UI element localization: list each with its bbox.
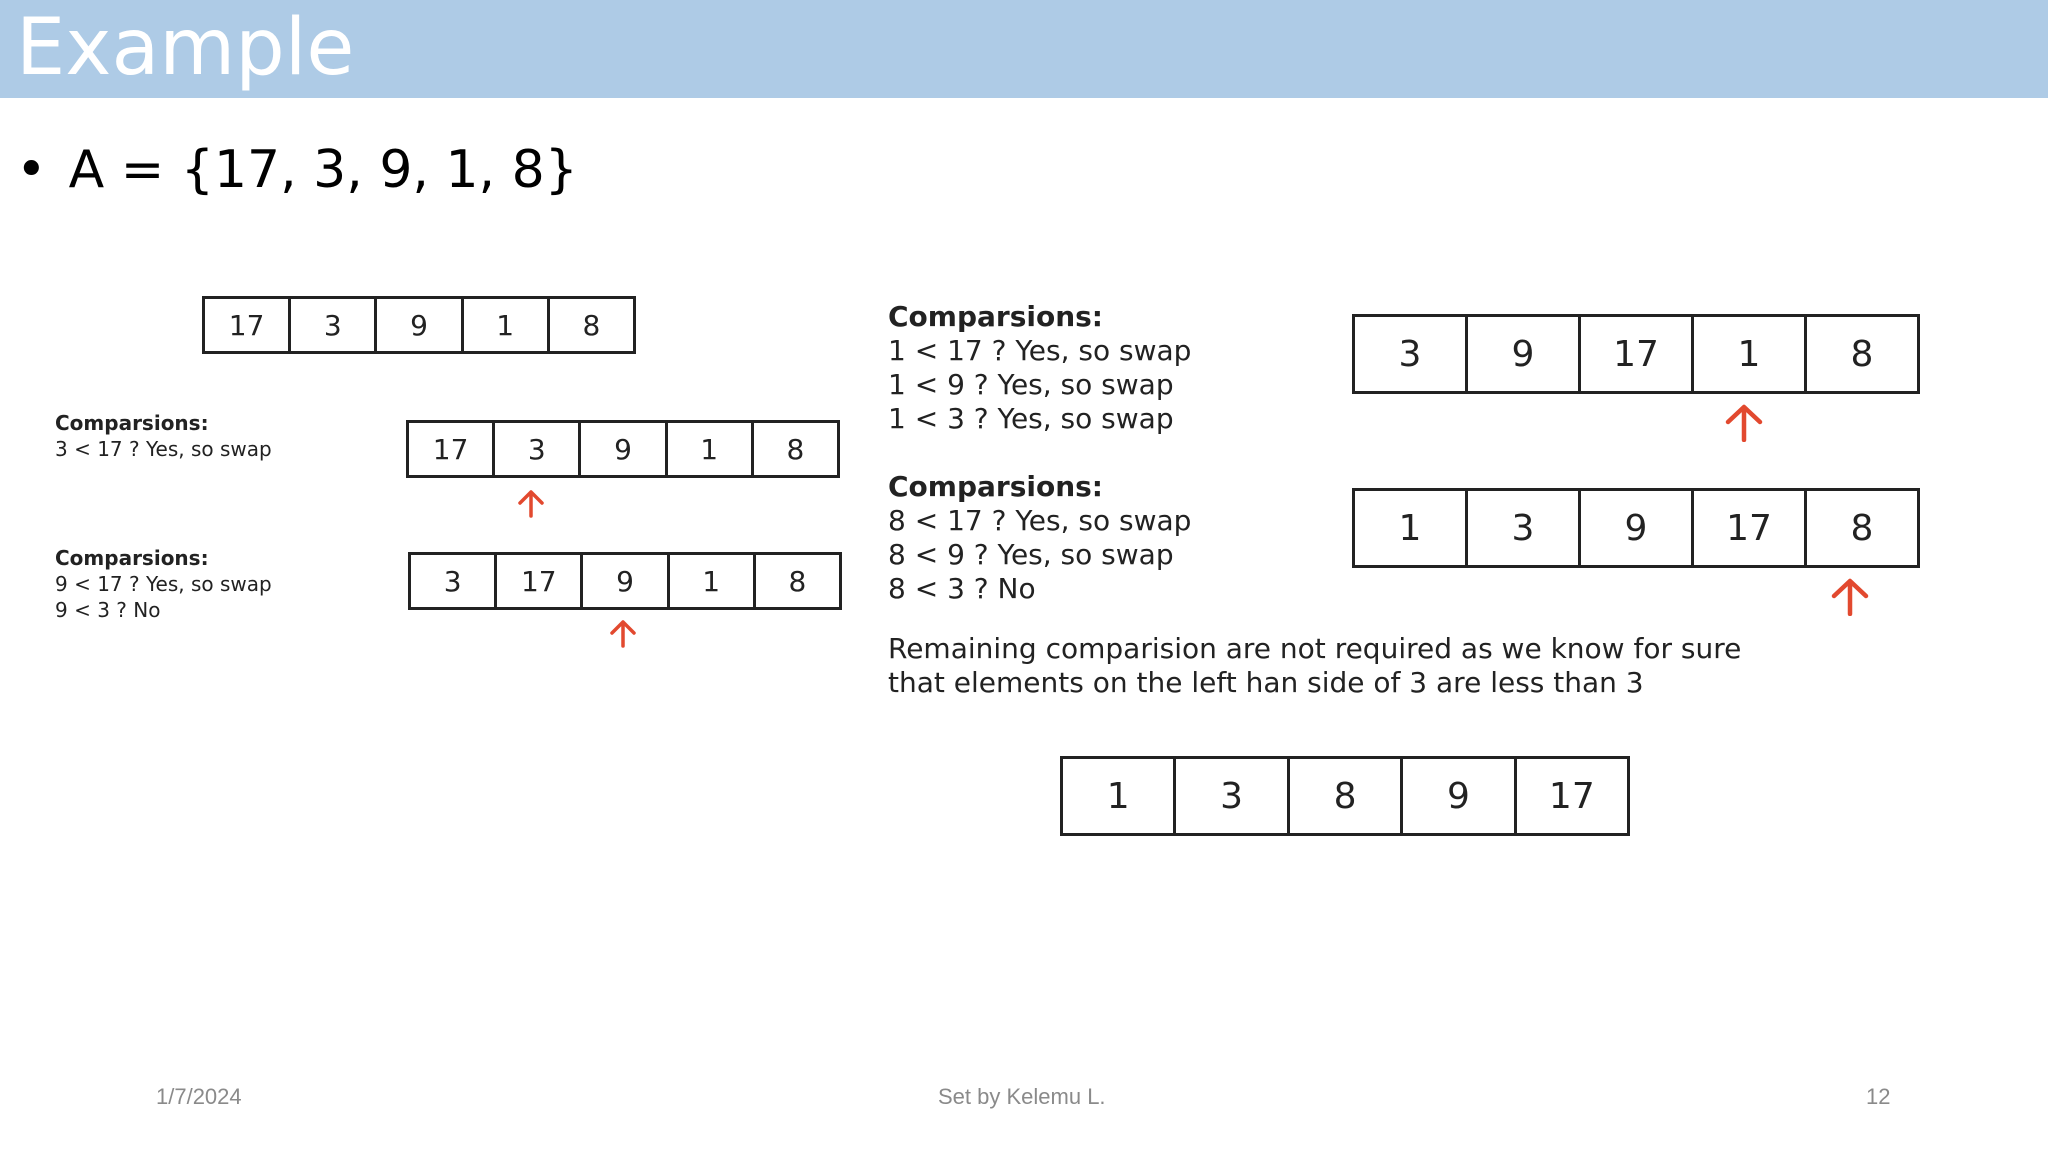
array-cell: 17	[494, 555, 580, 607]
array-cell: 17	[1691, 491, 1804, 565]
array-step3	[1352, 314, 1920, 394]
array-cell: 1	[1691, 317, 1804, 391]
comparison-line: 9 < 3 ? No	[55, 598, 161, 622]
comparisons-step2	[55, 545, 272, 623]
comparisons-heading: Comparsions:	[888, 470, 1104, 503]
comparisons-step4	[888, 470, 1191, 606]
bullet-item	[16, 138, 578, 202]
array-cell: 8	[1804, 491, 1917, 565]
array-cell: 3	[443, 564, 462, 598]
array-cell: 17	[1514, 759, 1627, 833]
footer-date: 1/7/2024	[156, 1084, 242, 1109]
comparisons-heading: Comparsions:	[55, 546, 209, 570]
comparison-line: 1 < 3 ? Yes, so swap	[888, 402, 1174, 435]
array-step4	[1352, 488, 1920, 568]
array-cell: 8	[753, 555, 839, 607]
array-cell: 9	[1465, 317, 1578, 391]
array-cell: 9	[578, 423, 664, 475]
array-cell: 1	[461, 299, 547, 351]
comparison-line: 9 < 17 ? Yes, so swap	[55, 572, 272, 596]
array-cell: 9	[1578, 491, 1691, 565]
slide-title: Example	[16, 3, 355, 93]
array-final	[1060, 756, 1630, 836]
array-cell: 17	[432, 432, 469, 466]
up-arrow-icon	[608, 618, 638, 648]
array-step1	[406, 420, 840, 478]
comparison-line: 8 < 17 ? Yes, so swap	[888, 504, 1192, 537]
array-cell: 17	[228, 308, 265, 342]
comparison-line: 8 < 3 ? No	[888, 572, 1036, 605]
array-initial	[202, 296, 636, 354]
array-cell: 8	[751, 423, 837, 475]
explanation-note	[888, 632, 1908, 700]
comparisons-heading: Comparsions:	[888, 300, 1104, 333]
bullet-dot: •	[16, 140, 47, 200]
array-cell: 8	[547, 299, 633, 351]
array-cell: 1	[667, 555, 753, 607]
note-line: Remaining comparision are not required as we know for sure	[888, 632, 1742, 665]
comparison-line: 1 < 17 ? Yes, so swap	[888, 334, 1192, 367]
array-cell: 8	[1804, 317, 1917, 391]
array-cell: 3	[288, 299, 374, 351]
array-cell: 3	[492, 423, 578, 475]
comparisons-step3	[888, 300, 1191, 436]
array-step2	[408, 552, 842, 610]
array-cell: 3	[1398, 333, 1422, 375]
array-cell: 3	[1173, 759, 1286, 833]
array-cell: 8	[1287, 759, 1400, 833]
array-cell: 1	[1106, 775, 1130, 817]
array-cell: 9	[580, 555, 666, 607]
note-line: that elements on the left han side of 3 are less than 3	[888, 666, 1644, 699]
up-arrow-icon	[1722, 402, 1766, 442]
up-arrow-icon	[1828, 576, 1872, 616]
comparisons-heading: Comparsions:	[55, 411, 209, 435]
array-cell: 17	[1578, 317, 1691, 391]
comparison-line: 8 < 9 ? Yes, so swap	[888, 538, 1174, 571]
comparison-line: 3 < 17 ? Yes, so swap	[55, 437, 272, 461]
up-arrow-icon	[516, 488, 546, 518]
comparison-line: 1 < 9 ? Yes, so swap	[888, 368, 1174, 401]
array-cell: 9	[374, 299, 460, 351]
footer-page-number: 12	[1866, 1084, 1891, 1109]
footer-author: Set by Kelemu L.	[938, 1084, 1106, 1109]
title-bar	[0, 0, 2048, 98]
array-cell: 1	[1398, 507, 1422, 549]
array-cell: 9	[1400, 759, 1513, 833]
comparisons-step1	[55, 410, 272, 462]
array-cell: 1	[665, 423, 751, 475]
array-cell: 3	[1465, 491, 1578, 565]
bullet-text: A = {17, 3, 9, 1, 8}	[68, 140, 578, 200]
